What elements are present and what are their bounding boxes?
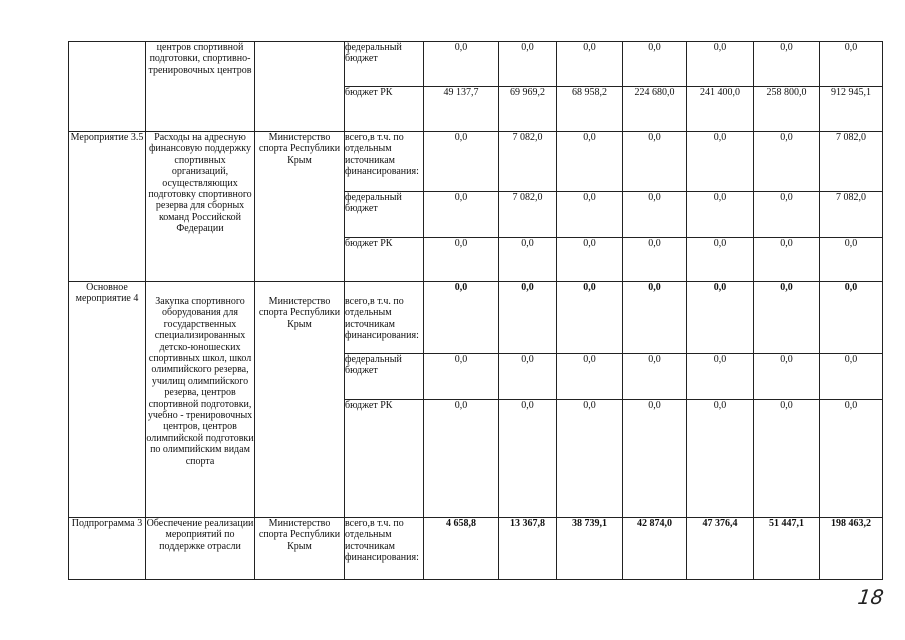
value-cell: 0,0	[557, 238, 623, 282]
value-cell: 13 367,8	[499, 518, 557, 580]
responsible-executor: Министерство спорта Республики Крым	[255, 132, 345, 282]
value-cell: 7 082,0	[820, 132, 883, 192]
measure-code: Основное мероприятие 4	[69, 282, 146, 518]
value-cell: 51 447,1	[754, 518, 820, 580]
funding-source: федеральный бюджет	[345, 354, 424, 400]
measure-name: Расходы на адресную финансовую поддержку спортивных организаций, осуществляющих подготовку спортивного резерва для сборных команд Российской Федерации	[146, 132, 255, 282]
value-cell: 0,0	[623, 282, 687, 354]
value-cell: 0,0	[424, 42, 499, 87]
table-row	[69, 42, 883, 87]
measure-name: Обеспечение реализации мероприятий по поддержке отрасли	[146, 518, 255, 580]
value-cell: 7 082,0	[820, 192, 883, 238]
budget-table	[68, 41, 883, 580]
value-cell: 912 945,1	[820, 87, 883, 132]
value-cell: 258 800,0	[754, 87, 820, 132]
value-cell: 4 658,8	[424, 518, 499, 580]
value-cell: 0,0	[557, 132, 623, 192]
value-cell: 0,0	[424, 132, 499, 192]
value-cell: 0,0	[557, 354, 623, 400]
value-cell: 0,0	[687, 192, 754, 238]
measure-code: Подпрограмма 3	[69, 518, 146, 580]
responsible-executor: Министерство спорта Республики Крым	[255, 282, 345, 518]
value-cell: 0,0	[499, 282, 557, 354]
table-row	[69, 132, 883, 192]
funding-source: бюджет РК	[345, 238, 424, 282]
value-cell: 0,0	[820, 282, 883, 354]
value-cell: 0,0	[687, 132, 754, 192]
value-cell: 7 082,0	[499, 132, 557, 192]
funding-source: федеральный бюджет	[345, 192, 424, 238]
value-cell: 198 463,2	[820, 518, 883, 580]
value-cell: 47 376,4	[687, 518, 754, 580]
page-number: 18	[856, 585, 886, 609]
value-cell: 0,0	[499, 354, 557, 400]
value-cell: 0,0	[499, 400, 557, 518]
value-cell: 0,0	[424, 282, 499, 354]
measure-code: Мероприятие 3.5	[69, 132, 146, 282]
measure-code	[69, 42, 146, 132]
value-cell: 0,0	[687, 42, 754, 87]
funding-source: всего,в т.ч. по отдельным источникам финансирования:	[345, 518, 424, 580]
table-row	[69, 282, 883, 354]
value-cell: 0,0	[499, 42, 557, 87]
value-cell: 0,0	[623, 192, 687, 238]
funding-source: бюджет РК	[345, 400, 424, 518]
value-cell: 0,0	[754, 354, 820, 400]
value-cell: 0,0	[754, 192, 820, 238]
value-cell: 0,0	[424, 400, 499, 518]
value-cell: 0,0	[499, 238, 557, 282]
value-cell: 0,0	[754, 42, 820, 87]
value-cell: 0,0	[623, 132, 687, 192]
value-cell: 0,0	[424, 354, 499, 400]
value-cell: 0,0	[557, 282, 623, 354]
value-cell: 0,0	[754, 238, 820, 282]
measure-name: центров спортивной подготовки, спортивно-тренировочных центров	[146, 42, 255, 132]
value-cell: 0,0	[557, 42, 623, 87]
value-cell: 7 082,0	[499, 192, 557, 238]
value-cell: 0,0	[687, 282, 754, 354]
value-cell: 0,0	[424, 192, 499, 238]
value-cell: 0,0	[623, 400, 687, 518]
value-cell: 68 958,2	[557, 87, 623, 132]
measure-name: Закупка спортивного оборудования для государственных специализированных детско-юношеских спортивных школ, школ олимпийского резерва, училищ олимпийского резерва, центров спортивной подготовки, учебно - тренировочных центров, центров олимпийской подготовки по олимпийским видам спорта	[146, 282, 255, 518]
value-cell: 0,0	[687, 400, 754, 518]
value-cell: 0,0	[623, 238, 687, 282]
funding-source: бюджет РК	[345, 87, 424, 132]
value-cell: 0,0	[557, 192, 623, 238]
value-cell: 49 137,7	[424, 87, 499, 132]
value-cell: 0,0	[424, 238, 499, 282]
funding-source: всего,в т.ч. по отдельным источникам финансирования:	[345, 282, 424, 354]
value-cell: 0,0	[623, 42, 687, 87]
value-cell: 42 874,0	[623, 518, 687, 580]
responsible-executor: Министерство спорта Республики Крым	[255, 518, 345, 580]
value-cell: 224 680,0	[623, 87, 687, 132]
value-cell: 0,0	[557, 400, 623, 518]
table-row	[69, 518, 883, 580]
value-cell: 0,0	[820, 400, 883, 518]
funding-source: всего,в т.ч. по отдельным источникам финансирования:	[345, 132, 424, 192]
value-cell: 0,0	[687, 238, 754, 282]
value-cell: 38 739,1	[557, 518, 623, 580]
value-cell: 0,0	[754, 282, 820, 354]
funding-source: федеральный бюджет	[345, 42, 424, 87]
responsible-executor	[255, 42, 345, 132]
value-cell: 0,0	[820, 354, 883, 400]
value-cell: 69 969,2	[499, 87, 557, 132]
value-cell: 0,0	[820, 42, 883, 87]
value-cell: 0,0	[754, 400, 820, 518]
value-cell: 0,0	[754, 132, 820, 192]
value-cell: 241 400,0	[687, 87, 754, 132]
value-cell: 0,0	[623, 354, 687, 400]
value-cell: 0,0	[820, 238, 883, 282]
value-cell: 0,0	[687, 354, 754, 400]
